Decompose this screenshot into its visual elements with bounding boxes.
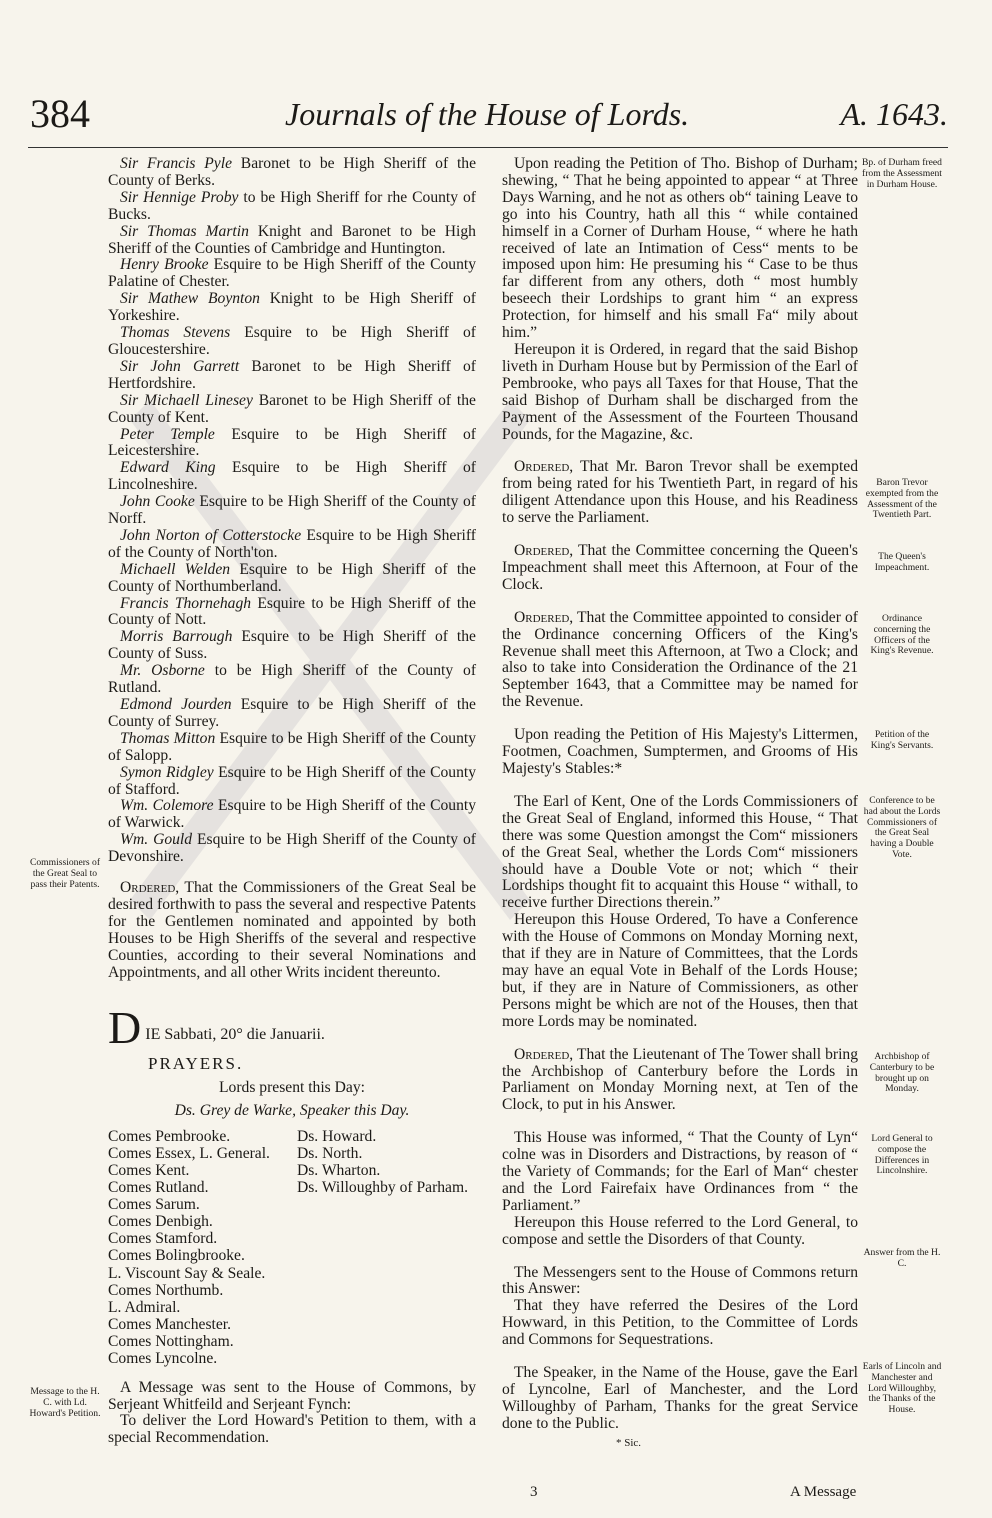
sheriff-name: Edward King bbox=[120, 459, 216, 477]
sheriff-entry bbox=[108, 190, 476, 224]
sheriff-name: John Norton of Cotterstocke bbox=[120, 526, 302, 544]
lord-entry: Comes Bolingbrooke. bbox=[108, 1247, 245, 1265]
sheriff-name: Edmond Jourden bbox=[120, 696, 232, 713]
commissioners-order: Ordered, That the Commissioners of the Great Seal be desired forthwith to pass the several and respective Patents for the Gentlemen nominated and appointed by both Houses to be High Sheriffs of the several and respective Counties, according to their several Nominations and Appointments, and all other Writs incident thereunto. bbox=[108, 879, 476, 981]
sheriff-text: Esquire to be High Sheriff of the County of Northumberland. bbox=[108, 560, 476, 595]
sheriff-name: Mr. Osborne bbox=[120, 662, 205, 680]
margin-note-petition: Petition of the King's Servants. bbox=[870, 729, 934, 751]
die-heading: D IE Sabbati, 20° die Januarii. bbox=[108, 1001, 325, 1053]
lord-entry: L. Admiral. bbox=[108, 1299, 181, 1317]
margin-note-lord-general: Lord General to compose the Differences in Lincolnshire. bbox=[871, 1133, 933, 1177]
sheriff-name: Sir Thomas Martin bbox=[120, 222, 249, 240]
sheriff-text: Baronet to be High Sheriff of the County of Kent. bbox=[108, 391, 476, 426]
sheriff-entry bbox=[108, 596, 476, 630]
sheriff-text: Esquire to be High Sheriff of Leicestershire. bbox=[108, 425, 476, 460]
sheriff-name: Sir Francis Pyle bbox=[120, 155, 232, 172]
margin-note-earls: Earls of Lincoln and Manchester and Lord Willoughby, the Thanks of the House. bbox=[862, 1361, 942, 1416]
lord-entry: Ds. North. bbox=[296, 1145, 363, 1163]
lords-present-heading: Lords present this Day: bbox=[219, 1079, 365, 1097]
sheriff-entry bbox=[108, 765, 476, 799]
sheriff-text: Esquire to be High Sheriff of the County of Surrey. bbox=[108, 696, 476, 730]
sheriff-entry bbox=[108, 359, 476, 393]
sheriff-text: Baronet to be High Sheriff of Hertfordshire. bbox=[108, 357, 476, 392]
sheriff-name: Sir John Garrett bbox=[120, 357, 240, 375]
sheriff-entry bbox=[108, 257, 476, 291]
sheriff-text: Esquire to be High Sheriff of the County of North'ton. bbox=[108, 526, 476, 561]
sheriff-name: John Cooke bbox=[120, 493, 195, 511]
speaker-line: Ds. Grey de Warke, Speaker this Day. bbox=[174, 1102, 410, 1120]
page-header bbox=[0, 90, 992, 140]
sheriff-name: Morris Barrough bbox=[120, 628, 233, 646]
sheriff-name: Thomas Mitton bbox=[120, 729, 216, 747]
sheriff-entry bbox=[108, 697, 476, 731]
lord-entry: Comes Kent. bbox=[108, 1162, 190, 1180]
sheriff-entry bbox=[108, 325, 476, 359]
lords-list bbox=[108, 1128, 476, 1264]
sheriff-text: Knight to be High Sheriff of Yorkeshire. bbox=[108, 290, 476, 325]
sheriff-name: Symon Ridgley bbox=[120, 763, 214, 781]
sheriff-name: Michaell Welden bbox=[120, 560, 231, 578]
margin-note-answer: Answer from the H. C. bbox=[863, 1247, 941, 1269]
page-number: 384 bbox=[30, 91, 90, 136]
sheriff-entry bbox=[108, 798, 476, 832]
sheriff-name: Wm. Colemore bbox=[120, 797, 214, 815]
sheriff-entry bbox=[108, 291, 476, 325]
lord-entry: Comes Nottingham. bbox=[108, 1332, 234, 1350]
sheriff-list bbox=[108, 156, 476, 866]
sheriff-entry bbox=[108, 663, 476, 697]
header-rule bbox=[28, 147, 948, 148]
ordinance-order: Ordered, That the Committee appointed to consider of the Ordinance concerning Officers of the King's Revenue shall meet this Afternoon, at Two a Clock; and also to take into Consideration the Ordinance of the 21 September 1643, that a Committee may be named for the Revenue. bbox=[502, 608, 858, 711]
lord-entry: Comes Denbigh. bbox=[108, 1213, 213, 1231]
lords-column-2 bbox=[297, 1128, 476, 1264]
sheriff-entry bbox=[108, 629, 476, 663]
messengers-paragraph: The Messengers sent to the House of Commons return this Answer: bbox=[502, 1263, 858, 1298]
sheriff-text: Esquire to be High Sheriff of the County of Norff. bbox=[108, 493, 476, 528]
catchword: A Message bbox=[790, 1484, 857, 1500]
speaker-thanks: The Speaker, in the Name of the House, gave the Earl of Lyncolne, Earl of Manchester, and the Lord Willoughby of Parham, Thanks for the great Service done to the Public. bbox=[502, 1364, 858, 1432]
kent-paragraph: The Earl of Kent, One of the Lords Commissioners of the Great Seal of England, informed this House, “ That there was some Question amongst the Com“ missioners of the Great Seal, whether the Lords Com“ missioners should have a Double Vote or not; which “ their Lordships thought fit to acquaint this House “ withall, to receive further Directions therein.” bbox=[502, 792, 858, 912]
sheriff-text: to be High Sheriff of the County of Rutland. bbox=[108, 662, 477, 697]
sheriff-name: Henry Brooke bbox=[120, 256, 209, 274]
sheriff-entry bbox=[108, 494, 476, 528]
sheriff-name: Sir Michaell Linesey bbox=[120, 391, 253, 409]
lord-entry: Ds. Wharton. bbox=[296, 1162, 381, 1180]
messengers-paragraph-2: That they have referred the Desires of the Lord Howward, in this Petition, to the Committee of Lords and Commons for Sequestrations. bbox=[502, 1297, 858, 1349]
prayers-heading: PRAYERS. bbox=[148, 1053, 244, 1073]
sheriff-entry bbox=[108, 224, 476, 258]
margin-note-conference: Conference to be had about the Lords Commissioners of the Great Seal having a Double Vote. bbox=[863, 795, 941, 860]
sheriff-name: Wm. Gould bbox=[120, 831, 193, 849]
margin-note-message: Message to the H. C. with Ld. Howard's Petition. bbox=[29, 1386, 101, 1419]
lord-entry: Comes Lyncolne. bbox=[108, 1349, 218, 1367]
lord-entry: Ds. Willoughby of Parham. bbox=[296, 1179, 469, 1197]
sheriff-text: Esquire to be High Sheriff of Gloucestershire. bbox=[108, 324, 477, 358]
tower-order: Ordered, That the Lieutenant of The Tower shall bring the Archbishop of Canterbury before the Lords in Parliament on Monday Morning next, at Ten of the Clock, to put in his Answer. bbox=[502, 1045, 858, 1114]
page-year: A. 1643. bbox=[840, 96, 948, 132]
durham-order: Hereupon it is Ordered, in regard that the said Bishop liveth in Durham House but by Permission of the Earl of Pembrooke, who pays all Taxes for that House, That the said Bishop of Durham shall be discharged from the Payment of the Assessment of the Fourteen Thousand Pounds, for the Magazine, &c. bbox=[502, 340, 858, 443]
margin-note-durham: Bp. of Durham freed from the Assessment in Durham House. bbox=[862, 157, 942, 190]
sheriff-text: Baronet to be High Sheriff of the County of Berks. bbox=[108, 155, 476, 189]
kent-order: Hereupon this House Ordered, To have a Conference with the House of Commons on Monday Morning next, that if they are in Nature of Committees, that the Lords may have an equal Vote in Behalf of the Lords House; but, if they are in Nature of Commissioners, as other Persons might be which are not of the Houses, then that more Lords may be nominated. bbox=[502, 911, 858, 1030]
sheriff-name: Peter Temple bbox=[120, 425, 215, 443]
sheriff-name: Thomas Stevens bbox=[120, 324, 231, 342]
lyncolne-paragraph: This House was informed, “ That the County of Lyn“ colne was in Disorders and Distractions, by reason of “ the Variety of Commands; for the Earl of Man“ chester and the Lord Fairefaix have Ordinances from “ the Parliament.” bbox=[502, 1129, 858, 1214]
left-column bbox=[108, 156, 476, 1447]
margin-note-trevor: Baron Trevor exempted from the Assessment of the Twentieth Part. bbox=[865, 477, 939, 521]
lord-entry: Comes Pembrooke. bbox=[108, 1128, 231, 1146]
sheriff-text: Esquire to be High Sheriff of the County Palatine of Chester. bbox=[108, 256, 476, 291]
sheriff-entry bbox=[108, 427, 476, 461]
sheriff-text: to be High Sheriff for rhe County of Bucks. bbox=[108, 188, 476, 223]
sheriff-text: Esquire to be High Sheriff of the County of Devonshire. bbox=[108, 831, 476, 866]
lord-entry: Comes Rutland. bbox=[108, 1179, 209, 1197]
drop-cap: D bbox=[108, 1001, 142, 1053]
message-paragraph-2: To deliver the Lord Howard's Petition to them, with a special Recommendation. bbox=[108, 1412, 476, 1447]
lord-entry: L. Viscount Say & Seale. bbox=[108, 1265, 266, 1283]
message-paragraph: A Message was sent to the House of Commons, by Serjeant Whitfeild and Serjeant Fynch: bbox=[108, 1378, 476, 1413]
sheriff-entry bbox=[108, 393, 476, 427]
lord-entry: Comes Essex, L. General. bbox=[108, 1145, 270, 1163]
sheriff-entry bbox=[108, 156, 476, 190]
sheriff-entry bbox=[108, 562, 476, 596]
sheriff-text: Esquire to be High Sheriff of Lincolneshire. bbox=[108, 459, 476, 494]
margin-note-ordinance: Ordinance concerning the Officers of the King's Revenue. bbox=[870, 613, 934, 657]
sheriff-text: Esquire to be High Sheriff of the County of Salopp. bbox=[108, 729, 476, 764]
margin-note-commissioners: Commissioners of the Great Seal to pass their Patents. bbox=[29, 857, 101, 890]
sheriff-text: Esquire to be High Sheriff of the County of Stafford. bbox=[108, 763, 476, 798]
sheriff-name: Francis Thornehagh bbox=[120, 594, 252, 612]
lyncolne-order: Hereupon this House referred to the Lord General, to compose and settle the Disorders of that County. bbox=[502, 1213, 858, 1248]
lord-entry: Comes Stamford. bbox=[108, 1230, 218, 1248]
margin-note-archbishop: Archbishop of Canterbury to be brought up on Monday. bbox=[869, 1051, 935, 1095]
sheriff-text: Esquire to be High Sheriff of the County of Suss. bbox=[108, 628, 476, 663]
sheriff-text: Esquire to be High Sheriff of the County of Nott. bbox=[108, 594, 476, 629]
sheriff-entry bbox=[108, 528, 476, 562]
lord-entry: Comes Sarum. bbox=[108, 1196, 200, 1214]
lord-entry: Comes Manchester. bbox=[108, 1315, 231, 1333]
queen-order: Ordered, That the Committee concerning the Queen's Impeachment shall meet this Afternoon, at Four of the Clock. bbox=[502, 542, 858, 593]
sheriff-name: Sir Hennige Proby bbox=[120, 188, 239, 206]
durham-petition: Upon reading the Petition of Tho. Bishop of Durham; shewing, “ That he being appointed to appear “ at Three Days Warning, and he not as others ob“ taining Leave to go into his Country, hath all this “ while contained himself in a Corner of Durham House, “ where he hath received of late an Intimation of Cess“ ments to be imposed upon him: He presuming his “ Case to be thus far different from any others, doth “ most humbly beseech their Lordships to grant him “ an express Protection, for himself and his small Fa“ mily about him.” bbox=[502, 155, 858, 342]
sheriff-name: Sir Mathew Boynton bbox=[120, 290, 260, 308]
trevor-order: Ordered, That Mr. Baron Trevor shall be exempted from being rated for his Twentieth Part, in regard of his diligent Attendance upon this House, and his Readiness to serve the Parliament. bbox=[502, 458, 858, 527]
sheriff-entry bbox=[108, 460, 476, 494]
lords-column-1 bbox=[108, 1128, 297, 1264]
footnote-sic: * Sic. bbox=[616, 1437, 642, 1449]
lords-more bbox=[108, 1266, 476, 1367]
sheriff-entry bbox=[108, 731, 476, 765]
journal-title: Journals of the House of Lords. bbox=[285, 96, 690, 132]
sheriff-text: Knight and Baronet to be High Sheriff of the Counties of Cambridge and Huntington. bbox=[108, 222, 476, 257]
littermen-petition: Upon reading the Petition of His Majesty's Littermen, Footmen, Coachmen, Sumptermen, and Grooms of His Majesty's Stables:* bbox=[502, 726, 858, 777]
sheriff-text: Esquire to be High Sheriff of the County of Warwick. bbox=[108, 797, 476, 832]
lord-entry: Comes Northumb. bbox=[108, 1282, 224, 1300]
footer-page-mark: 3 bbox=[530, 1484, 538, 1500]
margin-note-queen: The Queen's Impeachment. bbox=[874, 551, 930, 573]
right-column bbox=[502, 156, 858, 1433]
sheriff-entry bbox=[108, 832, 476, 866]
lord-entry: Ds. Howard. bbox=[296, 1128, 377, 1146]
